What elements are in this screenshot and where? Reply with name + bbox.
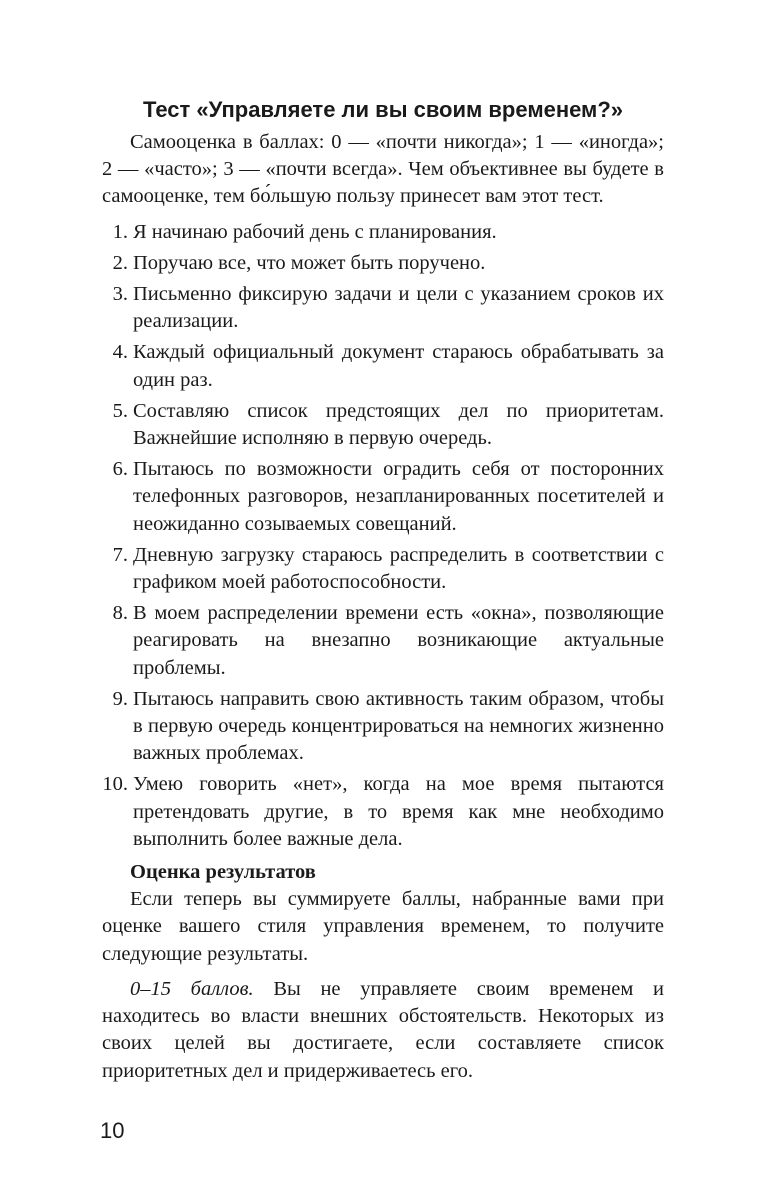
item-number: 6. <box>112 458 128 481</box>
item-number: 9. <box>112 687 128 710</box>
list-item <box>102 339 664 393</box>
results-intro-paragraph: Если теперь вы суммируете баллы, набранные вами при оценке вашего стиля управления временем, то получите следующие результаты. <box>102 888 664 965</box>
page-title: Тест «Управляете ли вы своим временем?» <box>142 97 624 122</box>
score-paragraph <box>102 976 664 1085</box>
page-number: 10 <box>100 1118 125 1143</box>
item-text: Письменно фиксирую задачи и цели с указанием сроков их реализации. <box>133 283 664 333</box>
list-item <box>102 219 664 246</box>
list-item <box>102 456 664 538</box>
intro-paragraph: Самооценка в баллах: 0 — «почти никогда»; 1 — «иногда»; 2 — «часто»; 3 — «почти всегда». Чем объективнее вы будете в самооценке, тем бо́льшую пользу принесет вам этот тест. <box>102 131 664 208</box>
item-text: Пытаюсь по возможности оградить себя от посторонних телефонных разговоров, незапланированных посетителей и неожиданно созываемых совещаний. <box>133 458 664 535</box>
list-item <box>102 250 664 277</box>
item-number: 10. <box>102 773 128 796</box>
item-text: В моем распределении времени есть «окна», позволяющие реагировать на внезапно возникающие актуальные проблемы. <box>133 602 664 679</box>
item-number: 5. <box>112 399 128 422</box>
item-text: Каждый официальный документ стараюсь обрабатывать за один раз. <box>133 341 664 391</box>
item-number: 8. <box>112 602 128 625</box>
item-number: 1. <box>112 220 128 243</box>
list-item <box>102 542 664 596</box>
list-item <box>102 600 664 682</box>
item-text: Составляю список предстоящих дел по приоритетам. Важнейшие исполняю в первую очередь. <box>133 399 664 450</box>
list-item <box>102 686 664 768</box>
item-text: Пытаюсь направить свою активность таким образом, чтобы в первую очередь концентрироваться на немногих жизненно важных проблемах. <box>133 687 664 765</box>
page-body <box>102 95 664 1085</box>
item-number: 3. <box>112 283 128 306</box>
list-item <box>102 771 664 853</box>
list-item <box>102 281 664 335</box>
item-text: Я начинаю рабочий день с планирования. <box>133 220 497 243</box>
score-text: Вы не управляете своим временем и находитесь во власти внешних обстоятельств. Некоторых из своих целей вы достигаете, если составляете список приоритетных дел и придерживаетесь его. <box>102 977 664 1082</box>
item-text: Умею говорить «нет», когда на мое время пытаются претендовать другие, в то время как мне необходимо выполнить более важные дела. <box>133 773 664 850</box>
item-text: Дневную загрузку стараюсь распределить в соответствии с графиком моей работоспособности. <box>133 543 664 594</box>
question-list <box>102 219 664 853</box>
results-heading: Оценка результатов <box>130 861 316 884</box>
item-number: 2. <box>112 251 128 274</box>
item-text: Поручаю все, что может быть поручено. <box>133 251 486 274</box>
list-item <box>102 398 664 452</box>
score-range: 0–15 баллов. <box>130 977 254 1000</box>
item-number: 4. <box>112 341 128 364</box>
item-number: 7. <box>112 543 128 566</box>
